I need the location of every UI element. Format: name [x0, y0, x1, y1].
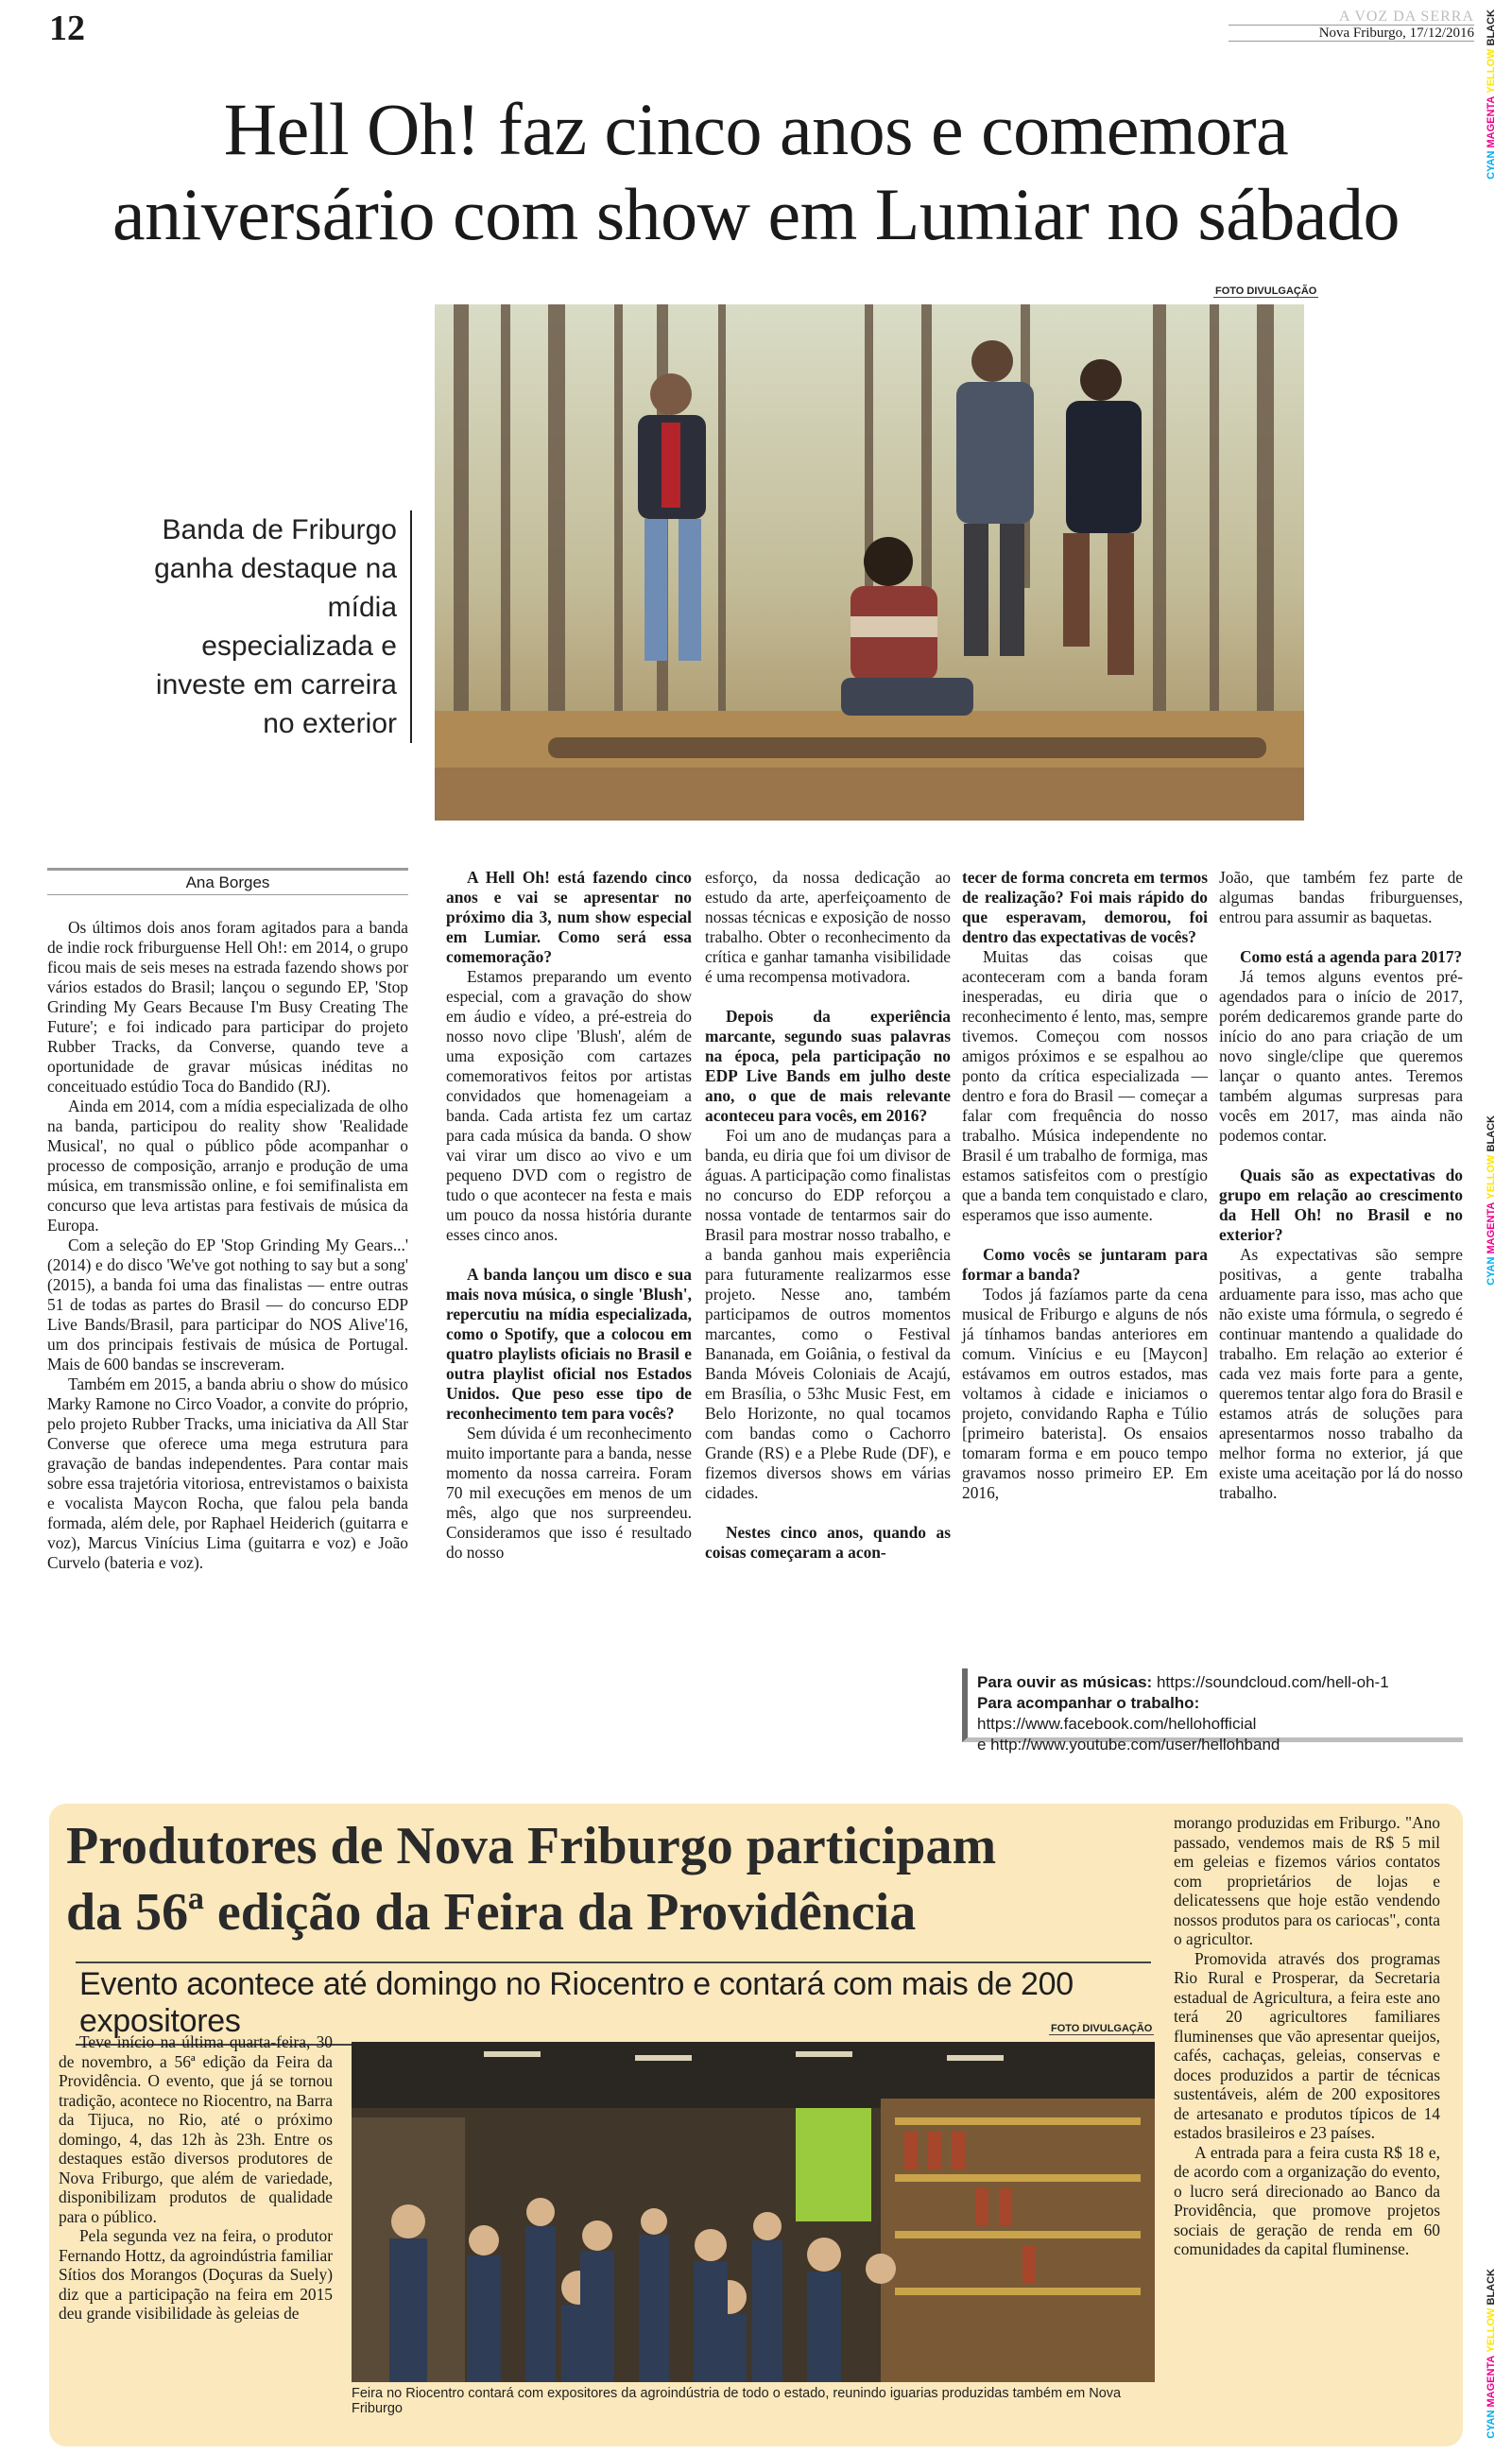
interview-answer: As expectativas são sempre positivas, a gente trabalha arduamente para isso, mas acho que não existe uma fórmula, o segredo é continuar mantendo a qualidade do trabalho. Em relação ao exterior é cada vez mais forte para a gente, queremos tentar algo fora do Brasil e estamos atrás de soluções para apresentarmos nosso trabalho da melhor forma no exterior, já que existe uma aceitação por lá do nosso trabalho.	[1219, 1245, 1463, 1502]
article-column-3	[705, 868, 951, 1563]
interview-answer: Muitas das coisas que aconteceram com a banda foram inesperadas, eu diria que o reconhecimento é lento, mas, sempre tivemos. Começou com nossos amigos próximos e se espalhou ao ponto da crítica especializada — dentro e fora do Brasil — começar a falar com frequência do nosso trabalho. Música independente no Brasil é um trabalho de formiga, mas estamos satisfeitos com o prestígio que a banda tem conquistado e claro, esperamos que isso aumente.	[962, 947, 1208, 1224]
article2-subhead: Evento acontece até domingo no Riocentro e contará com mais de 200 expositores	[76, 1961, 1151, 2046]
photo-caption: Feira no Riocentro contará com expositores da agroindústria de todo o estado, reunindo iguarias produzidas também em Nova Friburgo	[352, 2386, 1122, 2416]
interview-answer: Foi um ano de mudanças para a banda, eu diria que foi um divisor de águas. A participação como finalistas no concurso do EDP reforçou a nossa vontade de tentarmos sair do Brasil para mostrar nosso trabalho, e a banda ganhou mais experiência para futuramente realizarmos esse projeto. Nesse ano, também participamos de outros momentos marcantes, como o Festival Bananada, em Goiânia, o festival da Banda Móveis Coloniais de Acajú, em Brasília, o 53hc Music Fest, em Belo Horizonte, no qual tocamos com bandas como o Cachorro Grande (RS) e a Plebe Rude (DF), e fizemos diversos shows em várias cidades.	[705, 1126, 951, 1502]
article-column-1	[47, 868, 408, 1573]
headline-line: da 56ª edição da Feira da Providência	[66, 1883, 917, 1942]
band-in-forest-image	[435, 304, 1304, 821]
headline-line: aniversário com show em Lumiar no sábado	[112, 173, 1400, 255]
article2-column-1	[59, 2032, 333, 2324]
paragraph: morango produzidas em Friburgo. "Ano passado, vendemos mais de R$ 5 mil em geleias e fizemos vários contatos com proprietários de lojas e delicatessens que hoje estão vendendo nossos produtos para os cariocas", conta o agricultor.	[1174, 1813, 1440, 1948]
fair-crowd-image	[352, 2042, 1155, 2382]
youtube-link[interactable]: e http://www.youtube.com/user/hellohband	[977, 1736, 1280, 1754]
info-label: Para ouvir as músicas:	[977, 1673, 1153, 1691]
interview-question: Como está a agenda para 2017?	[1240, 947, 1463, 966]
paragraph: Com a seleção do EP 'Stop Grinding My Gears...' (2014) e do disco 'We've got nothing to say but a song' (2015), a banda foi uma das finalistas — entre outras 51 de todas as partes do Brasil — do concurso EDP Live Bands/Brasil, para participar do NOS Alive'16, um dos principais festivais de música de Portugal. Mais de 600 bandas se inscreveram.	[47, 1236, 408, 1374]
paragraph: Teve início na última quarta-feira, 30 de novembro, a 56ª edição da Feira da Providência. O evento, que já se tornou tradição, acontece no Riocentro, na Barra da Tijuca, no Rio, até o próximo domingo, 4, das 12h às 23h. Entre os destaques estão diversos produtores de Nova Friburgo, que além de variedade, disponibilizam produtos de qualidade para o público.	[59, 2032, 333, 2226]
masthead-name: A VOZ DA SERRA	[1338, 9, 1474, 25]
interview-answer: João, que também fez parte de algumas bandas friburguenses, entrou para assumir as baquetas.	[1219, 868, 1463, 926]
interview-question: Quais são as expectativas do grupo em relação ao crescimento da Hell Oh! no Brasil e no exterior?	[1219, 1166, 1463, 1244]
article2-headline	[66, 1813, 1143, 1945]
fair-photo	[352, 2042, 1155, 2382]
headline-line: Hell Oh! faz cinco anos e comemora	[223, 88, 1289, 170]
interview-question: tecer de forma concreta em termos de realização? Foi mais rápido do que esperavam, demorou, foi dentro das expectativas de vocês?	[962, 868, 1208, 946]
article2-column-2	[1174, 1813, 1440, 2259]
facebook-link[interactable]: https://www.facebook.com/hellohofficial	[977, 1715, 1257, 1733]
color-registration-bar: CYAN MAGENTA YELLOW BLACK	[1486, 2269, 1497, 2439]
paragraph: A entrada para a feira custa R$ 18 e, de acordo com a organização do evento, o lucro será direcionado ao Banco da Providência, que promove projetos sociais de geração de renda em 60 comunidades da capital fluminense.	[1174, 2142, 1440, 2258]
paragraph: Pela segunda vez na feira, o produtor Fernando Hottz, da agroindústria familiar Sítios dos Morangos (Doçuras da Suely) diz que a participação na feira em 2015 deu grande visibilidade às geleias de	[59, 2226, 333, 2323]
interview-question: Depois da experiência marcante, segundo suas palavras na época, pela participação no EDP Live Bands em julho deste ano, o que de mais relevante aconteceu para vocês, em 2016?	[705, 1007, 951, 1125]
info-box	[962, 1668, 1463, 1754]
paragraph: Também em 2015, a banda abriu o show do músico Marky Ramone no Circo Voador, a convite do próprio, pelo projeto Rubber Tracks, uma iniciativa da All Star Converse que oferece uma mega estrutura para gravação de bandas independentes. Para contar mais sobre essa trajetória vitoriosa, entrevistamos o baixista e vocalista Maycon Rocha, que falou pela banda formada, além dele, por Raphael Heiderich (guitarra e voz), Marcus Vinícius Lima (guitarra e voz) e João Curvelo (bateria e voz).	[47, 1374, 408, 1572]
paragraph: Os últimos dois anos foram agitados para a banda de indie rock friburguense Hell Oh!: em 2014, o grupo ficou mais de seis meses na estrada fazendo shows por vários estados do Brasil; lançou o segundo EP, 'Stop Grinding My Gears Because I'm Busy Creating The Future'; e foi indicado para participar do projeto Rubber Tracks, da Converse, quando teve a oportunidade de gravar músicas inéditas no conceituado estúdio Toca do Bandido (RJ).	[47, 918, 408, 1096]
masthead-date: Nova Friburgo, 17/12/2016	[1228, 25, 1474, 42]
color-registration-bar: CYAN MAGENTA YELLOW BLACK	[1486, 1115, 1497, 1286]
article-column-2	[446, 868, 692, 1563]
article-headline	[38, 87, 1474, 257]
masthead	[1228, 9, 1474, 42]
lede-deck: Banda de Friburgo ganha destaque na mídia especializada e investe em carreira no exterior	[151, 510, 412, 743]
paragraph: Ainda em 2014, com a mídia especializada de olho na banda, participou do reality show 'Realidade Musical', no qual o público pôde acompanhar o processo de composição, arranjo e produção de uma música, em transmissão online, e foi semifinalista em concurso que leva artistas para festivais de música da Europa.	[47, 1097, 408, 1235]
paragraph: Promovida através dos programas Rio Rural e Prosperar, da Secretaria estadual de Agricultura, a feira este ano terá 20 agricultores familiares fluminenses que vão apresentar queijos, cafés, cachaças, geleias, conservas e doces produzidos a partir de técnicas sustentáveis, além de 200 expositores de artesanato e produtos típicos de 14 estados brasileiros e 23 países.	[1174, 1948, 1440, 2142]
interview-question: A Hell Oh! está fazendo cinco anos e vai se apresentar no próximo dia 3, num show especial em Lumiar. Como será essa comemoração?	[446, 868, 692, 966]
interview-question: A banda lançou um disco e sua mais nova música, o single 'Blush', repercutiu na mídia especializada, como o Spotify, que a colocou em quatro playlists oficiais no Brasil e outra playlist oficial nos Estados Unidos. Que peso esse tipo de reconhecimento tem para vocês?	[446, 1265, 692, 1423]
article-column-4	[962, 868, 1208, 1503]
interview-answer: Já temos alguns eventos pré-agendados para o início de 2017, porém dedicaremos grande parte do início do ano para criação de um novo single/clipe que queremos lançar o quanto antes. Teremos também algumas surpresas para vocês em 2017, mas ainda não podemos contar.	[1219, 967, 1463, 1145]
page-number: 12	[49, 9, 85, 48]
soundcloud-link[interactable]: https://soundcloud.com/hell-oh-1	[1156, 1673, 1389, 1691]
interview-answer: Todos já fazíamos parte da cena musical de Friburgo e alguns de nós já tínhamos bandas anteriores em comum. Vinícius e eu [Maycon] estávamos em outros estados, mas voltamos à cidade e iniciamos o projeto, convidando Rapha e Túlio [primeiro baterista]. Os ensaios tomaram forma e em pouco tempo gravamos nosso primeiro EP. Em 2016,	[962, 1285, 1208, 1502]
photo-credit: FOTO DIVULGAÇÃO	[1051, 2023, 1153, 2034]
interview-answer: esforço, da nossa dedicação ao estudo da arte, aperfeiçoamento de nossas técnicas e exposição de nosso trabalho. Obter o reconhecimento da crítica e ganhar tamanha visibilidade é uma recompensa motivadora.	[705, 868, 951, 986]
byline: Ana Borges	[47, 868, 408, 895]
interview-question: Nestes cinco anos, quando as coisas começaram a acon-	[705, 1523, 951, 1562]
color-registration-bar: CYAN MAGENTA YELLOW BLACK	[1486, 9, 1497, 180]
article-column-5	[1219, 868, 1463, 1503]
interview-answer: Estamos preparando um evento especial, com a gravação do show em áudio e vídeo, a pré-estreia do nosso novo clipe 'Blush', além de uma exposição com cartazes comemorativos feitos por artistas convidados que homenageiam a banda. Cada artista fez um cartaz para cada música da banda. O show vai virar um disco ao vivo e um pequeno DVD com o registro de tudo o que acontecer na festa e mais um pouco da nossa história durante esses cinco anos.	[446, 967, 692, 1244]
interview-answer: Sem dúvida é um reconhecimento muito importante para a banda, nesse momento da nossa carreira. Foram 70 mil execuções em menos de um mês, algo que nos surpreendeu. Consideramos que isso é resultado do nosso	[446, 1424, 692, 1562]
info-label: Para acompanhar o trabalho:	[977, 1694, 1200, 1712]
photo-credit: FOTO DIVULGAÇÃO	[1215, 285, 1317, 297]
interview-question: Como vocês se juntaram para formar a banda?	[962, 1245, 1208, 1284]
band-photo	[435, 304, 1304, 821]
headline-line: Produtores de Nova Friburgo participam	[66, 1817, 997, 1875]
